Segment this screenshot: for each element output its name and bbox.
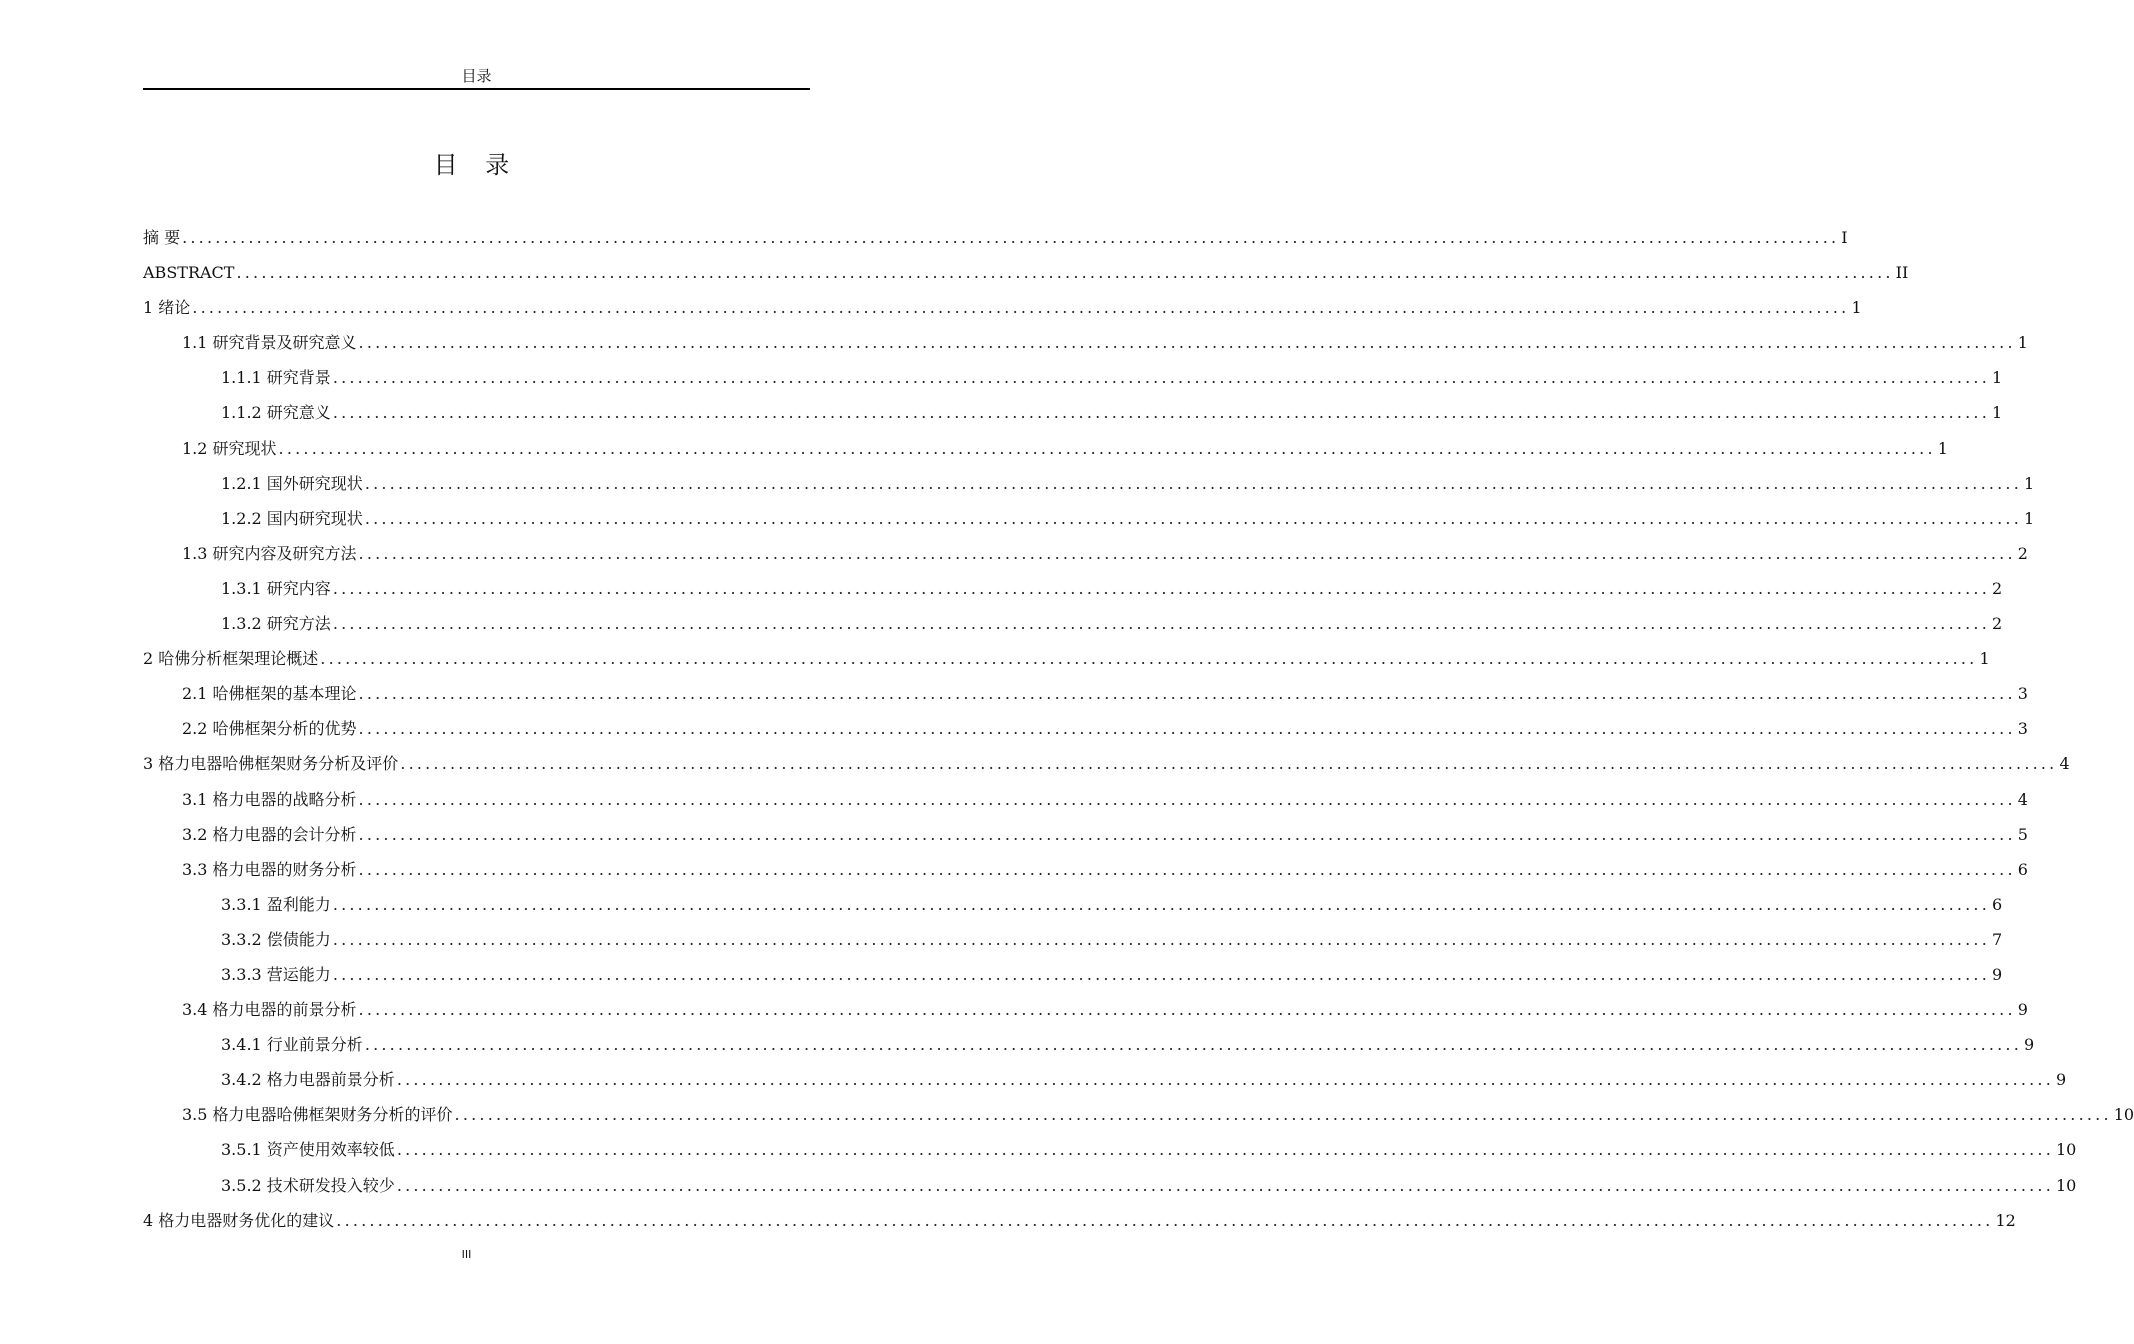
toc-entry[interactable] xyxy=(143,852,2028,887)
toc-entry-title: 1.3 研究内容及研究方法 xyxy=(182,536,357,571)
toc-entry[interactable] xyxy=(143,360,2003,395)
toc-entry[interactable] xyxy=(143,711,2028,746)
dot-leader: ........................................................................................................................................................................................................ xyxy=(332,368,1990,388)
dot-leader: ........................................................................................................................................................................................................ xyxy=(364,473,2022,493)
toc-entry-page: 9 xyxy=(1992,964,2003,984)
toc-entry-title: 1.3.2 研究方法 xyxy=(221,606,331,641)
toc-entry-title: 3.5.1 资产使用效率较低 xyxy=(221,1132,395,1167)
dot-leader: ........................................................................................................................................................................................................ xyxy=(358,719,2016,739)
toc-entry-page: 3 xyxy=(2017,719,2028,739)
toc-entry[interactable] xyxy=(143,431,1948,466)
dot-leader: ........................................................................................................................................................................................................ xyxy=(400,754,2058,774)
toc-entry-page: 5 xyxy=(2017,824,2028,844)
dot-leader: ........................................................................................................................................................................................................ xyxy=(332,964,1990,984)
dot-leader: ........................................................................................................................................................................................................ xyxy=(396,1070,2054,1090)
toc-entry-page: 4 xyxy=(2059,754,2070,774)
toc-entry[interactable] xyxy=(143,1203,2016,1238)
running-header: 目录 xyxy=(461,67,492,85)
toc-entry-title: 3.1 格力电器的战略分析 xyxy=(182,782,357,817)
toc-entry[interactable] xyxy=(143,1027,2035,1062)
toc-entry-page: 10 xyxy=(2056,1140,2077,1160)
toc-entry-title: ABSTRACT xyxy=(143,255,234,290)
toc-entry[interactable] xyxy=(143,290,1862,325)
toc-entry-page: 9 xyxy=(2017,1000,2028,1020)
toc-entry[interactable] xyxy=(143,922,2003,957)
dot-leader: ........................................................................................................................................................................................................ xyxy=(332,929,1990,949)
toc-entry[interactable] xyxy=(143,957,2003,992)
dot-leader: ........................................................................................................................................................................................................ xyxy=(454,1105,2112,1125)
dot-leader: ........................................................................................................................................................................................................ xyxy=(364,1035,2022,1055)
toc-entry[interactable] xyxy=(143,255,1909,290)
toc-entry[interactable] xyxy=(143,641,1990,676)
toc-entry-page: 2 xyxy=(2017,543,2028,563)
toc-entry[interactable] xyxy=(143,220,1848,255)
toc-entry[interactable] xyxy=(143,395,2003,430)
dot-leader: ........................................................................................................................................................................................................ xyxy=(332,578,1990,598)
toc-entry-page: 4 xyxy=(2017,789,2028,809)
toc-entry[interactable] xyxy=(143,466,2035,501)
dot-leader: ........................................................................................................................................................................................................ xyxy=(358,684,2016,704)
toc-entry-title: 摘 要 xyxy=(143,220,180,255)
dot-leader: ........................................................................................................................................................................................................ xyxy=(358,1000,2016,1020)
page-number: III xyxy=(461,1248,472,1261)
toc-entry-page: 1 xyxy=(1937,438,1948,458)
dot-leader: ........................................................................................................................................................................................................ xyxy=(358,824,2016,844)
toc-entry-page: I xyxy=(1841,228,1848,247)
toc-entry-title: 1.1.2 研究意义 xyxy=(221,395,331,430)
toc-entry-page: 9 xyxy=(2056,1070,2067,1090)
dot-leader: ........................................................................................................................................................................................................ xyxy=(332,894,1990,914)
toc-entry-title: 1 绪论 xyxy=(143,290,190,325)
toc-entry-page: 6 xyxy=(1992,894,2003,914)
toc-entry-title: 2.1 哈佛框架的基本理论 xyxy=(182,676,357,711)
toc-entry-title: 3.4 格力电器的前景分析 xyxy=(182,992,357,1027)
dot-leader: ........................................................................................................................................................................................................ xyxy=(396,1175,2054,1195)
dot-leader: ........................................................................................................................................................................................................ xyxy=(336,1210,1994,1230)
toc-entry-title: 3.4.1 行业前景分析 xyxy=(221,1027,363,1062)
toc-entry-title: 3.3.3 营运能力 xyxy=(221,957,331,992)
dot-leader: ........................................................................................................................................................................................................ xyxy=(358,789,2016,809)
toc-entry-title: 3.3 格力电器的财务分析 xyxy=(182,852,357,887)
toc-entry-page: 1 xyxy=(1992,368,2003,388)
toc-entry[interactable] xyxy=(143,1132,2077,1167)
toc-entry[interactable] xyxy=(143,536,2028,571)
toc-entry-page: 10 xyxy=(2113,1105,2134,1125)
dot-leader: ........................................................................................................................................................................................................ xyxy=(332,403,1990,423)
toc-entry-title: 3.4.2 格力电器前景分析 xyxy=(221,1062,395,1097)
toc-entry-page: 2 xyxy=(1992,614,2003,634)
toc-entry-page: 6 xyxy=(2017,859,2028,879)
toc-entry-page: 9 xyxy=(2024,1035,2035,1055)
header-divider xyxy=(143,88,810,90)
toc-entry[interactable] xyxy=(143,676,2028,711)
dot-leader: ........................................................................................................................................................................................................ xyxy=(278,438,1936,458)
toc-entry[interactable] xyxy=(143,501,2035,536)
toc-entry[interactable] xyxy=(143,1168,2077,1203)
toc-entry[interactable] xyxy=(143,606,2003,641)
toc-entry-title: 3.3.2 偿债能力 xyxy=(221,922,331,957)
toc-entry-page: 1 xyxy=(2017,333,2028,353)
dot-leader: ........................................................................................................................................................................................................ xyxy=(332,614,1990,634)
toc-entry-title: 1.1 研究背景及研究意义 xyxy=(182,325,357,360)
toc-entry-page: 1 xyxy=(1851,298,1862,318)
toc-entry[interactable] xyxy=(143,746,2070,781)
toc-entry-page: 2 xyxy=(1992,578,2003,598)
toc-entry[interactable] xyxy=(143,325,2028,360)
toc-entry-title: 1.2 研究现状 xyxy=(182,431,277,466)
toc-entry-title: 3.3.1 盈利能力 xyxy=(221,887,331,922)
dot-leader: ........................................................................................................................................................................................................ xyxy=(396,1140,2054,1160)
toc-entry-page: 1 xyxy=(1992,403,2003,423)
toc-entry[interactable] xyxy=(143,1097,2134,1132)
toc-entry-title: 1.2.1 国外研究现状 xyxy=(221,466,363,501)
dot-leader: ........................................................................................................................................................................................................ xyxy=(236,263,1894,283)
toc-entry-title: 4 格力电器财务优化的建议 xyxy=(143,1203,334,1238)
dot-leader: ........................................................................................................................................................................................................ xyxy=(320,649,1978,669)
table-of-contents xyxy=(143,220,2134,1238)
toc-entry-page: 10 xyxy=(2056,1175,2077,1195)
toc-entry-title: 3 格力电器哈佛框架财务分析及评价 xyxy=(143,746,398,781)
toc-entry-title: 1.1.1 研究背景 xyxy=(221,360,331,395)
dot-leader: ........................................................................................................................................................................................................ xyxy=(358,333,2016,353)
dot-leader: ........................................................................................................................................................................................................ xyxy=(364,508,2022,528)
toc-entry-page: 1 xyxy=(2024,473,2035,493)
toc-entry[interactable] xyxy=(143,887,2003,922)
toc-entry[interactable] xyxy=(143,571,2003,606)
toc-entry-page: 1 xyxy=(2024,508,2035,528)
toc-entry-page: 3 xyxy=(2017,684,2028,704)
dot-leader: ........................................................................................................................................................................................................ xyxy=(358,859,2016,879)
toc-entry-title: 3.2 格力电器的会计分析 xyxy=(182,817,357,852)
dot-leader: ........................................................................................................................................................................................................ xyxy=(358,543,2016,563)
toc-entry-page: II xyxy=(1895,263,1909,283)
toc-entry-page: 7 xyxy=(1992,929,2003,949)
dot-leader: ........................................................................................................................................................................................................ xyxy=(182,228,1840,247)
toc-entry-title: 1.3.1 研究内容 xyxy=(221,571,331,606)
toc-entry-page: 12 xyxy=(1995,1210,2016,1230)
toc-entry-title: 2.2 哈佛框架分析的优势 xyxy=(182,711,357,746)
toc-entry-page: 1 xyxy=(1979,649,1990,669)
toc-entry-title: 2 哈佛分析框架理论概述 xyxy=(143,641,318,676)
toc-entry[interactable] xyxy=(143,817,2028,852)
toc-entry-title: 3.5 格力电器哈佛框架财务分析的评价 xyxy=(182,1097,453,1132)
toc-entry-title: 3.5.2 技术研发投入较少 xyxy=(221,1168,395,1203)
toc-title: 目 录 xyxy=(433,151,520,179)
toc-entry[interactable] xyxy=(143,782,2028,817)
toc-entry[interactable] xyxy=(143,992,2028,1027)
toc-entry-title: 1.2.2 国内研究现状 xyxy=(221,501,363,536)
toc-entry[interactable] xyxy=(143,1062,2067,1097)
dot-leader: ........................................................................................................................................................................................................ xyxy=(192,298,1850,318)
